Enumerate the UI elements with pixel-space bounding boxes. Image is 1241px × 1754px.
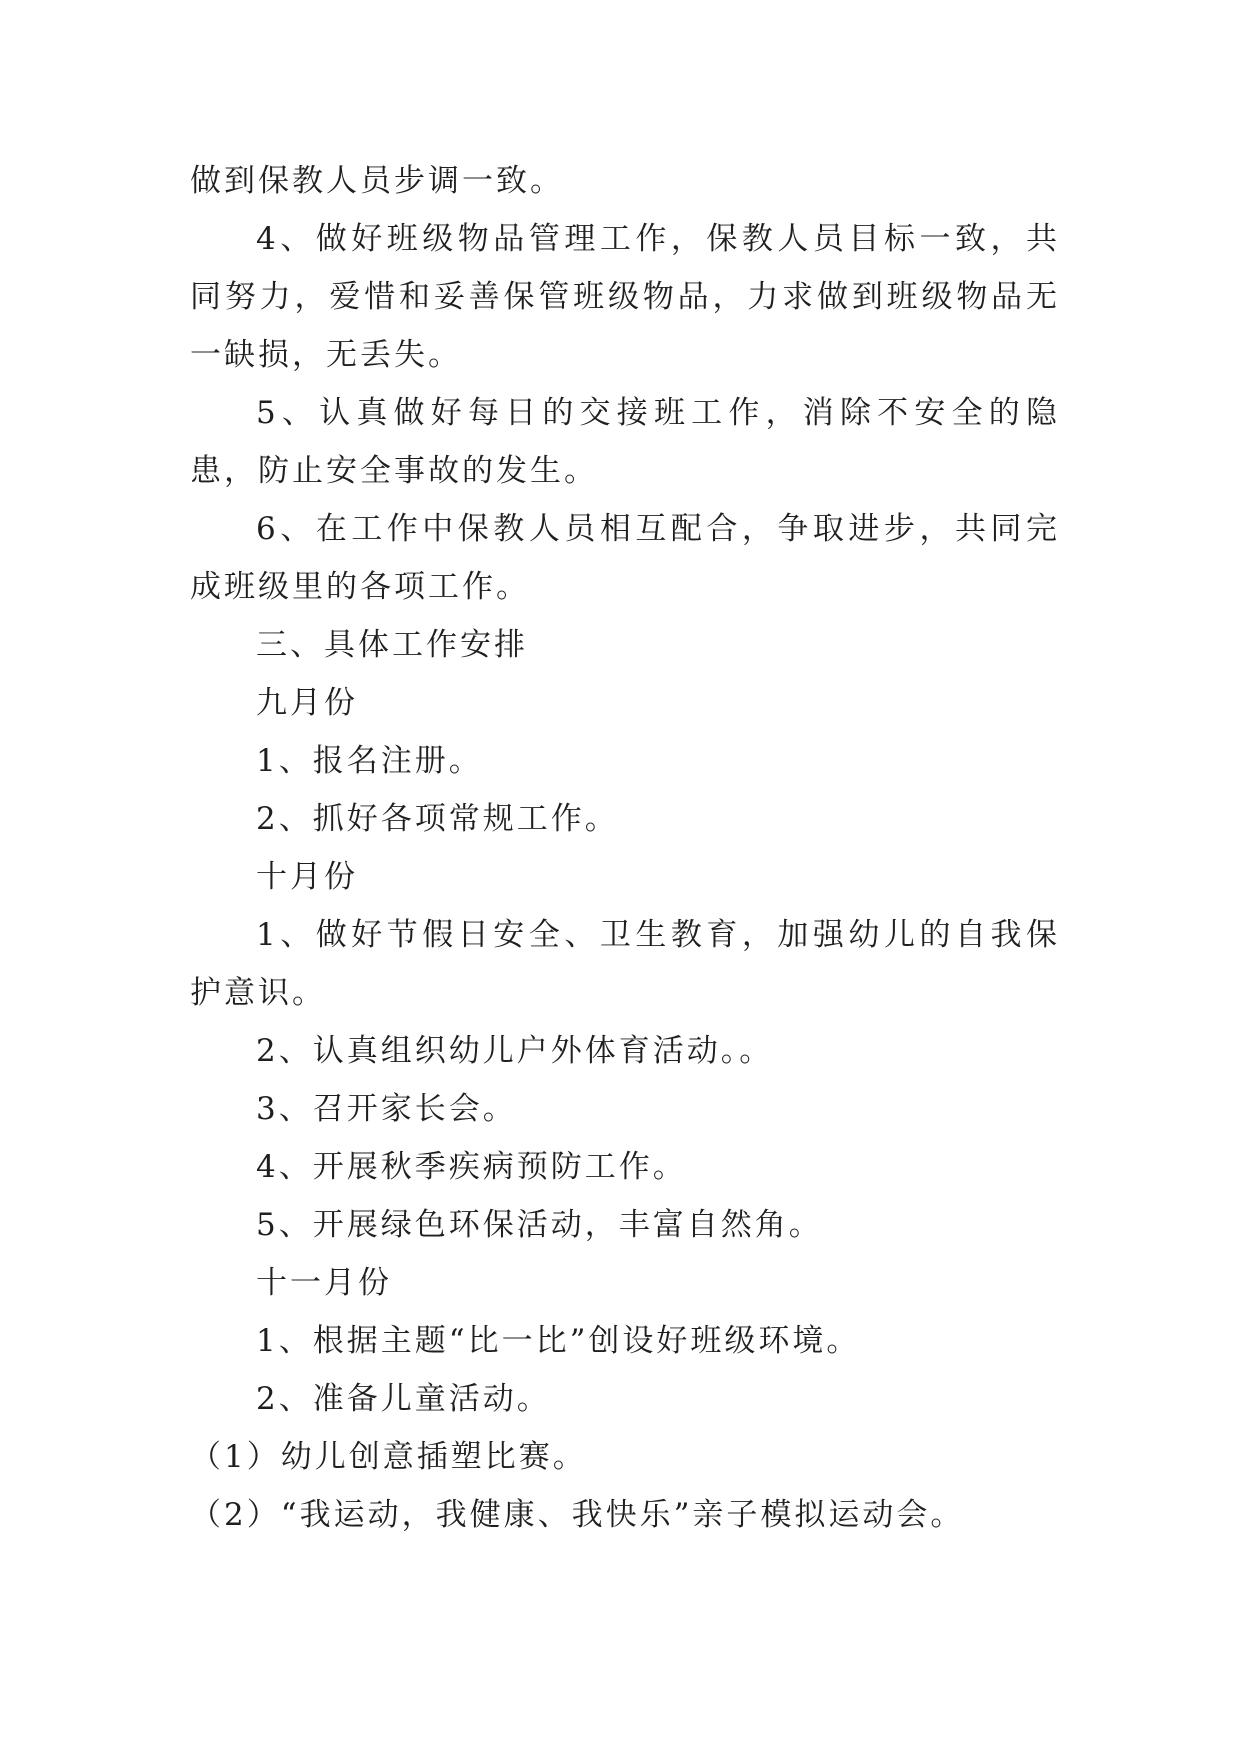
month-heading-september: 九月份 — [256, 685, 358, 721]
paragraph-2: 4、做好班级物品管理工作，保教人员目标一致，共同努力，爱惜和妥善保管班级物品，力求做到班级物品无一缺损，无丢失。 — [190, 221, 1060, 373]
list-item: 5、开展绿色环保活动，丰富自然角。 — [256, 1207, 823, 1243]
list-item: 2、准备儿童活动。 — [256, 1381, 551, 1417]
month-heading-october: 十月份 — [256, 859, 358, 895]
list-item: 4、开展秋季疾病预防工作。 — [256, 1149, 687, 1185]
sub-list-item: （1）幼儿创意插塑比赛。 — [190, 1439, 587, 1475]
list-item: 1、做好节假日安全、卫生教育，加强幼儿的自我保护意识。 — [190, 917, 1060, 1011]
list-item: 1、报名注册。 — [256, 743, 483, 779]
list-item: 2、认真组织幼儿户外体育活动。。 — [256, 1033, 774, 1069]
paragraph-4: 6、在工作中保教人员相互配合，争取进步，共同完成班级里的各项工作。 — [190, 511, 1060, 605]
paragraph-1: 做到保教人员步调一致。 — [190, 163, 564, 199]
paragraph-3: 5、认真做好每日的交接班工作，消除不安全的隐患，防止安全事故的发生。 — [190, 395, 1060, 489]
document-body — [190, 152, 1060, 1544]
list-item: 2、抓好各项常规工作。 — [256, 801, 619, 837]
month-heading-november: 十一月份 — [256, 1265, 392, 1301]
list-item: 3、召开家长会。 — [256, 1091, 517, 1127]
sub-list-item: （2）“我运动，我健康、我快乐”亲子模拟运动会。 — [190, 1497, 965, 1533]
section-heading: 三、具体工作安排 — [256, 627, 528, 663]
list-item: 1、根据主题“比一比”创设好班级环境。 — [256, 1323, 861, 1359]
